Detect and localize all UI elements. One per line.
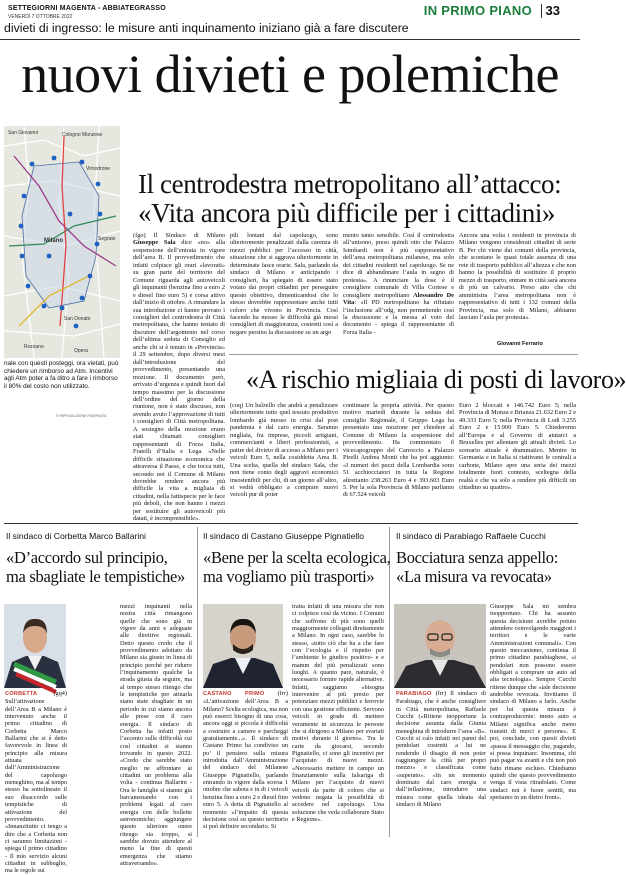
section-label: IN PRIMO PIANO <box>423 3 532 18</box>
column-rule <box>197 527 198 837</box>
article-person: Giuseppe Sala <box>133 239 176 247</box>
box-column-1: (coq) Un balzello che andrà a penalizzare ulteriormente tutto quel tessuto produttivo lombardo già messo in crisi dal post pandemia e dal caro energia. Saranno migliaia, fra imprese, piccoli artigiani, commercianti e liberi professionisti, a patire del divieto di accesso a Milano per i veicoli Euro 5, nella cosiddetta Area B. Una scelta, quella del sindaco Sala, che non tiene conto degli aggravi economici insostenibili per chi, di un giorno all’altro, si vedrà obbligato a comprare nuovi veicoli pur di poter <box>230 402 338 499</box>
map-label: Rozzano <box>24 344 44 350</box>
box-placename: CORBETTA <box>5 691 38 697</box>
map-label: Segrate <box>98 236 116 242</box>
article-column-4: Ancora una volta i residenti in provincia di Milano vengono considerati cittadini di serie B. Per chi viene dai comuni della provincia, che scontano le quasi totale assenza di una rete di trasporto pubblico all’altezza e che non hanno la possibilità di sostituire il proprio mezzo di trasporto, entrare in città sarà ancora di più un calvario. Preso atto che chi amministra l’area metropolitana non è rappresentativo di tutti i 132 comuni della Provincia, ma solo di Milano, abbiamo lasciato l’aula per protesta». <box>459 232 576 321</box>
box-column-corbetta-1 <box>5 690 67 875</box>
map-label: Milano <box>44 238 63 244</box>
mayor-photo-castano <box>203 604 283 688</box>
page-number: 33 <box>545 3 560 18</box>
box-column-castano-2: tratta infatti di una misura che non ci colpisce così da vicino. I Comuni che soffrono di più sono quelli maggiormente collegati direttamente a Milano. In ogni caso, sarebbe lo stesso, «tutto ciò che ha a che fare con l’ecologia e il rispetto per l’ambiente lo giudico positivo- e e mamm del più penalizzati sono luoghi. A quanto pare, naturale, è necessario fornire rapide alternative. Infatti, saggiamo «bisogna intervenire al più presto per potenziare mezzi pubblici e ferrovie con una gestione efficiente. Servono veicoli in grado di mettere veramente in sicurezza le persone che si dirigono a Milano per svariati motivi durante il giorno». Tra le carte da giocarsi, secondo Pignatiello, ci sono gli incentivi per l’acquisto di nuovi mezzi. «Necessario mettere in campo un finanziamento sulla falsariga di Milano per l’acquisto di nuovi veicoli da parte di coloro che si vedono negata la possibilità di accedere nel capoluogo. Una soluzione che veda collaborare Stato e Regione». <box>292 603 384 823</box>
box-title-line: «La misura va revocata» <box>396 567 552 586</box>
map-credit: © RIPRODUZIONE RISERVATA <box>56 414 107 418</box>
article-lead: (fgo) Il Sindaco di Milano <box>133 232 225 239</box>
box-title-castano <box>203 548 391 586</box>
box-title-line: Bocciatura senza appello: <box>396 548 559 567</box>
article-column-2: pili lontani dal capoluogo, sono ulteriormente penalizzati dalla carenza di mezzi pubblici per l’accesso in città, situazione che si aggrava ulteriormente in determinate fasce orarie. Sala, parlando da sindaco di Milano e anticipando i consiglieri, ha spiegato di essere stato votato dai propri cittadini per perseguire questo obiettivo, dimenticandosi che lo stesso dovrebbe rappresentare anche tutti coloro che vivono in Provincia. Così facendo ha mosso le difficoltà già messi consiglieri di maggioranza, costretti così a negare persino la discussione su un argo <box>230 232 338 336</box>
footer-mark: · <box>4 835 6 840</box>
box-title-line: «Bene per la scelta ecologica, <box>203 548 391 567</box>
map-label: San Donato <box>64 316 91 322</box>
box-column-parabiago-2: Giuseppe Sala mi sembra inopportuno. Chi ha assunto questa decisione avrebbe potuto attendere coinvolgendo maggiori i territori e le varie Amministrazioni comunali». Con questo meccanismo, continua il primo cittadino parabiaghese, «i pendolari non possono essere obbligati a comprare un auto ad alta tecnologia». Sempre Cucchi ritiene dunque che «tale decisione andrebbe revocata. Invitiamo il sindaco di Milano a farlo. Anche per lui questa misura è contraproducente: meno auto a Milano significa anche meno transiti di merci e persone». E poi, conclude, con questi divieti «passa il messaggio che, pagando, si possa inquinare. Insomma, chi può pagar va avanti e chi non può fatto rimane escluso. Chiediamo quindi che questo provvedimento venga il vista ritradolato. Come sindaci noi è fuore sentiti, ma spetiamo in un dietro front». <box>490 603 576 801</box>
map-caption: nale con questi posteggi, ora vietati, può chiedere un rimborso ad Atm. Incentivi agli Atm poter a fa ditro a fare i rimborso il 80% del costo non utilizzato. <box>4 360 119 390</box>
page-divider <box>541 4 542 18</box>
mayor-photo-parabiago <box>394 604 486 688</box>
box-column-parabiago-1 <box>396 690 486 832</box>
box-header-castano: Il sindaco di Castano Giuseppe Pignatiello <box>203 531 364 541</box>
article-subhead <box>138 170 578 228</box>
article-byline: Giovanni Ferrario <box>497 341 543 347</box>
box-text: (frr) «L’attivazione dell’Area B a Milano? Scelta ecologica, ma non può esserci bisogno di una cosa, ancora oggi si piccola è difficoltà a costruire a camere e parcheggi gratuitamente...». Il sindaco di Castano Primo ha condiviso un po’ il pensiero sulla misura introdotta dall’Amministrazione del sindaco del Milanese Giuseppe Pignatiello, parlando entrando in vigore dalla scorsa 1 ottobre che sabota e in di i veicoli benzina fino a euro 2 e diesel fino euro 5. A detta di Pignatiello al momento «l’impatto di questa decisione così su questo territorio si può definire secondario. Si <box>203 690 288 831</box>
box-placename: PARABIAGO <box>396 691 432 697</box>
publication-name: SETTEGIORNI MAGENTA - ABBIATEGRASSO <box>8 5 166 12</box>
box-column-2: continuare la propria attività. Per questo motivo martedì durante la seduta del consiglio Regionale, il Gruppo Lega ha presentato una mozione per chiedere al Comune di Milano la sospensione del provvedimento. Ha commentato il vicecapogruppo del Carroccio a Palazzo Pirelli Andrea Monti che ha poi aggiunto: «I numeri dei pezzi della Lombardia sono 51 acchiocciatori in tutta la Regione altrettanto 238.263 Euro 4 e 393.603 Euro 5. Per la sola Provincia di Milano parliamo di 67.524 veicoli <box>343 402 454 499</box>
article-person: Alessandro De Vita <box>343 291 454 307</box>
box-column-3: Euro 2 bloccati e 146.742 Euro 5; nella Provincia di Monza e Brianza 21.632 Euro 2 e 49.333 Euro 5; nella Provincia di Lodi 3.255 Euro 2 e 15.900 Euro 5. Chiederemo all’Europa e al Governo di aiutarci a Bruxelles per allentare gli attuali divieti. Lo scenario attuale è drammatico. Mentre in Germania e in Italia si riattivano le centrali a carbone, Milano apre una seria dei mezzi totalmente fuori contesto, sceltegna della realtà e che va solo a rendere più difficili un cittadino su quattro». <box>459 402 576 491</box>
box-column-castano-1 <box>203 690 288 832</box>
map-label: Vimodrone <box>86 166 111 172</box>
page-headline: nuovi divieti e polemiche <box>21 44 559 104</box>
box-header-corbetta: Il sindaco di Corbetta Marco Ballarini <box>6 531 146 541</box>
kicker: divieti di ingresso: le misure anti inquinamento iniziano già a fare discutere <box>4 21 409 35</box>
section-rule <box>4 523 578 524</box>
page-header <box>0 0 580 40</box>
box-title-line: ma sbagliate le tempistiche» <box>6 567 185 586</box>
box-placename: CASTANO PRIMO <box>203 691 265 697</box>
map-label: San Giovanni <box>8 130 39 136</box>
box-text: (gq4) Sull’attivazione dell’Area B a Milano è intervenuto anche il primo cittadino di Corbetta Marco Ballarini che si è detto favorevole in linea di principio alla misura attuata dall’Amministrazione del capoluogo meneghino, ma al tempo stesso ha sottolineato il suo disaccordo sulle tempistiche di attivazione del provvedimento. «Innanzitutto ci tengo a dire che a Corbetta non ci saranno limitazioni - spiega il primo cittadino - Il mio servizio alcuni cittadini in subbuglio, ma le regole sui <box>5 690 67 875</box>
article-text: mento tanto sensibile. Così il centrodestra all’unisono, preso quindi otto che Palazzo Isimbardi non è più rappresentativo dell’area metropolitana milanese, ma solo dei cittadini residenti nel capoluogo. Se ne dice di abbandonare l’aula in segno di protesta». A rinunciare la dose è il consigliere comunale di Villa Cortese e consigliere metropolitano <box>343 232 454 299</box>
box-title-corbetta <box>6 548 185 586</box>
box-title-line: ma vogliamo più trasporti» <box>203 567 375 586</box>
box-divider <box>229 354 578 355</box>
article-column-1 <box>133 232 225 522</box>
publication-date: VENERDÌ 7 OTTOBRE 2022 <box>8 14 73 20</box>
map-label: Opera <box>74 348 88 354</box>
box-column-corbetta-2: mezzi inquinanti nella nostra città rimangono quelle che sono già in vigore da anni e adeguate alle direttive regionali. Detto questo credo che il provvedimento adottato da Milano sia giusto in linea di principio perché per ridurre l’inquinamento qualche la strada giusta da seguire, ma al tempo stesso ritengo che le tempistiche per attuarla siano state sbagliate in un periodo in cui siamo ancora alle prese con il caro energia. Il sindaco di Corbetta ha infatti posto l’accento sulle difficoltà cui così cittadini si stanno trovando in questo 2022. «Credo che sarebbe stato meglio ne affrontare ai cittadini un problema alla volta - continua Ballarini - Ora le famiglie si stanno già barcamenando con i problemi legati al caro energia con delle bollette astronomiche; aggiungere questo ulteriore onere ritengo sia troppo, si sarebbe dovuto attendere al meno la fine di questi emergenza che stiamo attraversando». <box>120 603 192 868</box>
article-text: : «Il PD metropolitano ha rifiutato l’inclusione all’odg, non permettendo così la discussione e la messa al voto del documento - spiega il rappresentante di Forza Italia - <box>343 299 454 336</box>
box-title: «A rischio migliaia di posti di lavoro» <box>246 365 626 394</box>
subhead-line-1: Il centrodestra metropolitano all’attacco: <box>138 169 562 199</box>
box-title-parabiago <box>396 548 558 586</box>
box-header-parabiago: Il sindaco di Parabiago Raffaele Cucchi <box>396 531 546 541</box>
article-text: dice «no» alla sospensione dell’entrata in vigore dell’area B. Il provvedimento che infatti colpisce gli orari «lavorati» su gran parte del territorio del Comune riguarda agli autoveicoli gli inquinanti (benzina fino a euro 2 e diesel fino euro 5) e corsa attivo dall’inizio di ottobre. A rimandare la sua introduzione ci hanno provato i consiglieri del centrodestra di Città metropolitana, che hanno tentato di discutere dell’argomento nel corso dell’ultima seduta di Consiglio ed anche chi si è tenuto in «Provincia» il 29 settembre, dopo diversi mesi dall’introduzione del provvedimento, presentando una mozione. Il documento però, arrivato d’urgenza e quindi fuori dal tempo massimo per la discussione dell’ordine del giorno della riunione, non è stato discusso, non avendo avuto l’approvazione di tutti i consiglieri di Città metropolitana. A sostegno della mozione erano stati chiamati consiglieri rappresentanti di Forza Italia, Fratelli d’Italia e Lega. «Nelle difficile situazione economica che attraversa il Paese, e che tocca tutti, secondo noi il Comune di Milano dovrebbe rendere ancora più difficile la vita a migliaia di cittadini, nella fattispecie per le face più deboli, che non hanno i mezzi per sostituire gli autoveicoli più datati, è incomprensibile». <box>133 239 225 523</box>
box-text: (frr) Il sindaco di Parabiago, che è anche consigliere in Città metropolitana, Raffaele Cucchi («Ritiene inopportune la decisione assunta dalla Giunta meneghina di introdurre l’area «B». Cucchi si calo infatti nei panni del pendolari costretti a lui ne rendendo il disagio di non poter raggiungere la città per propri mezzo» e classificata come «superato». «In un momento dominato dal caro energia e dall’inflazione, introdurre una misura come quella ideata dal sindaco di Milano <box>396 690 486 809</box>
article-column-3 <box>343 232 454 350</box>
box-title-line: «D’accordo sul principio, <box>6 548 168 567</box>
map-label: Cologno Monzese <box>62 132 103 138</box>
area-b-map <box>4 126 120 358</box>
subhead-line-2: «Vita ancora più difficile per i cittadini» <box>138 198 556 228</box>
mayor-photo-corbetta <box>4 604 66 688</box>
